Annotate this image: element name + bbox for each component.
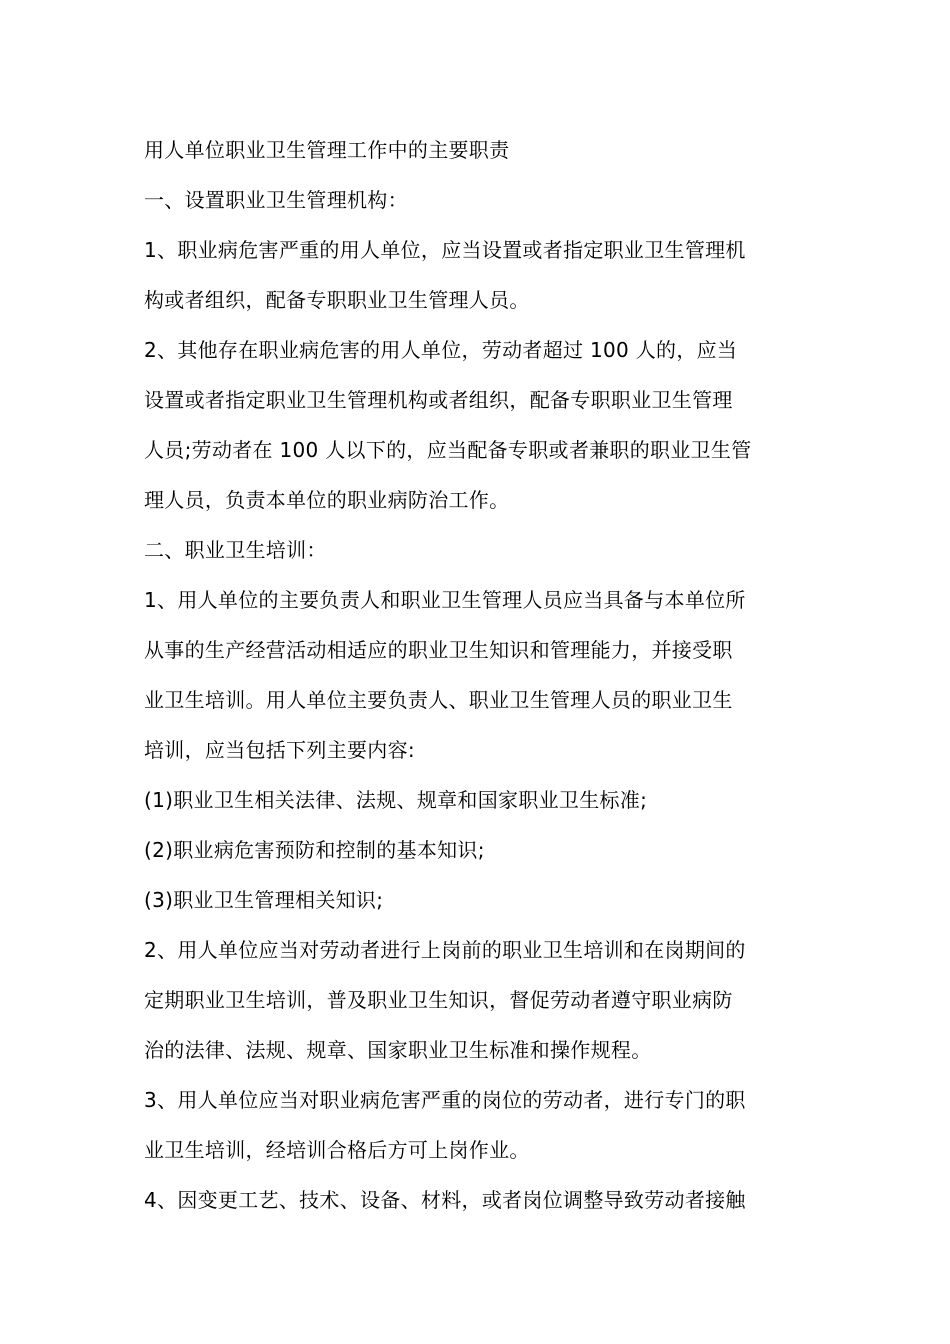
text-line: 培训，应当包括下列主要内容: [144, 738, 415, 762]
section-heading: 一、设置职业卫生管理机构： [144, 188, 408, 212]
text-line: 业卫生培训，经培训合格后方可上岗作业。 [144, 1138, 530, 1162]
text-line: 设置或者指定职业卫生管理机构或者组织，配备专职职业卫生管理 [144, 388, 733, 412]
text-line: 从事的生产经营活动相适应的职业卫生知识和管理能力，并接受职 [144, 638, 733, 662]
text-line: 人员;劳动者在 100 人以下的，应当配备专职或者兼职的职业卫生管 [144, 438, 752, 462]
text-line: 定期职业卫生培训，普及职业卫生知识，督促劳动者遵守职业病防 [144, 988, 733, 1012]
text-line: 1、职业病危害严重的用人单位，应当设置或者指定职业卫生管理机 [144, 238, 746, 262]
text-line: 2、用人单位应当对劳动者进行上岗前的职业卫生培训和在岗期间的 [144, 938, 746, 962]
text-line: 治的法律、法规、规章、国家职业卫生标准和操作规程。 [144, 1038, 652, 1062]
text-line: 4、因变更工艺、技术、设备、材料，或者岗位调整导致劳动者接触 [144, 1188, 746, 1212]
document-title: 用人单位职业卫生管理工作中的主要职责 [144, 138, 510, 162]
section-heading: 二、职业卫生培训： [144, 538, 327, 562]
text-line: 理人员，负责本单位的职业病防治工作。 [144, 488, 510, 512]
text-line: 业卫生培训。用人单位主要负责人、职业卫生管理人员的职业卫生 [144, 688, 733, 712]
list-item: (1)职业卫生相关法律、法规、规章和国家职业卫生标准; [144, 788, 648, 812]
text-line: 2、其他存在职业病危害的用人单位，劳动者超过 100 人的，应当 [144, 338, 738, 362]
list-item: (3)职业卫生管理相关知识; [144, 888, 384, 912]
text-line: 3、用人单位应当对职业病危害严重的岗位的劳动者，进行专门的职 [144, 1088, 746, 1112]
text-line: 构或者组织，配备专职职业卫生管理人员。 [144, 288, 530, 312]
text-line: 1、用人单位的主要负责人和职业卫生管理人员应当具备与本单位所 [144, 588, 746, 612]
list-item: (2)职业病危害预防和控制的基本知识; [144, 838, 485, 862]
